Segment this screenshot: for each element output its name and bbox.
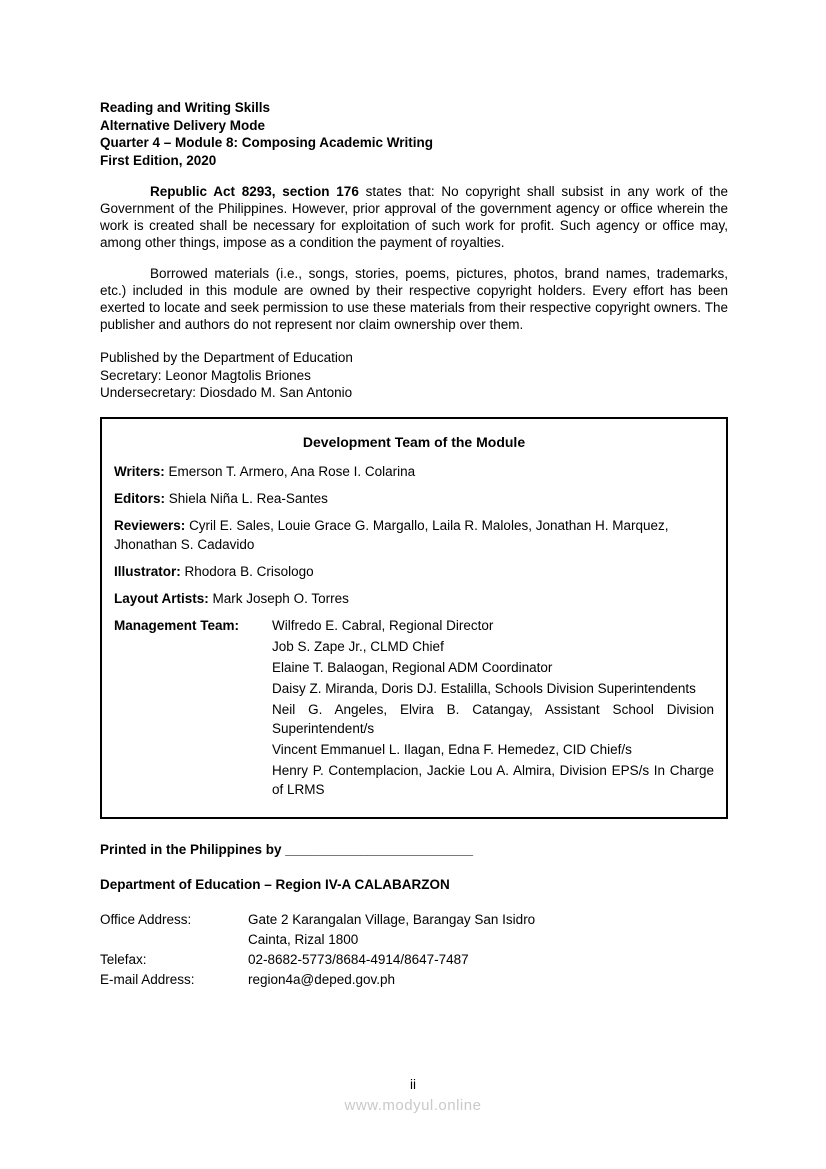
republic-act-reference: Republic Act 8293, section 176 [150,184,359,199]
development-team-box [100,417,728,819]
management-member: Elaine T. Balaogan, Regional ADM Coordinator [272,659,553,675]
published-by-line: Published by the Department of Education [100,350,353,365]
borrowed-materials-paragraph: Borrowed materials (i.e., songs, stories, poems, pictures, photos, brand names, trademarks, etc.) included in this module are owned by their respective copyright holders. Every effort has been exerted to locate and seek permission to use these materials from their respective copyright owners. The publisher and authors do not represent nor claim ownership over them. [100,266,728,332]
office-address-row [100,910,728,950]
email-label: E-mail Address: [100,971,195,987]
management-member: Wilfredo E. Cabral, Regional Director [272,617,494,633]
editors-entry [114,489,714,508]
telefax-value: 02-8682-5773/8684-4914/8647-7487 [248,951,469,967]
management-member: Vincent Emmanuel L. Ilagan, Edna F. Hemedez, CID Chief/s [272,741,632,757]
email-row [100,970,728,990]
module-series-line: Reading and Writing Skills [100,100,271,115]
printed-by-blank: _________________________ [285,841,473,857]
secretary-line: Secretary: Leonor Magtolis Briones [100,367,311,383]
telefax-row [100,950,728,970]
layout-artists-entry [114,589,714,608]
module-title-line: Quarter 4 – Module 8: Composing Academic Writing [100,135,434,150]
contact-block [100,910,728,990]
management-team-members [272,616,714,801]
management-team-label: Management Team: [114,617,240,633]
telefax-label: Telefax: [100,951,147,967]
development-team-title: Development Team of the Module [302,433,526,450]
publisher-block [100,349,728,402]
office-address-line-1: Gate 2 Karangalan Village, Barangay San Isidro [248,911,536,927]
email-value: region4a@deped.gov.ph [248,971,396,987]
office-address-value [248,910,728,950]
page-number: ii [410,1077,416,1092]
copyright-notice-paragraph [100,183,728,251]
undersecretary-line: Undersecretary: Diosdado M. San Antonio [100,385,353,400]
illustrator-value: Rhodora B. Crisologo [184,563,314,579]
department-region-line: Department of Education – Region IV-A CALABARZON [100,877,450,892]
module-header [100,99,728,169]
printed-by-text: Printed in the Philippines by [100,841,286,857]
management-team-entry [114,616,714,801]
page-content [100,99,728,990]
writers-value: Emerson T. Armero, Ana Rose I. Colarina [168,463,416,479]
editors-value: Shiela Niña L. Rea-Santes [168,490,328,506]
reviewers-value: Cyril E. Sales, Louie Grace G. Margallo, Laila R. Maloles, Jonathan H. Marquez, Jhonathan S. Cadavido [114,517,669,552]
management-member: Daisy Z. Miranda, Doris DJ. Estalilla, Schools Division Superintendents [272,680,696,696]
management-member: Neil G. Angeles, Elvira B. Catangay, Assistant School Division Superintendent/s [272,701,714,736]
writers-label: Writers: [114,463,165,479]
layout-artists-value: Mark Joseph O. Torres [212,590,349,606]
editors-label: Editors: [114,490,166,506]
copyright-notice-text: states that: No copyright shall subsist in any work of the Government of the Philippines. However, prior approval of the government agency or office wherein the work is created shall be necessary for exploitation of such work for profit. Such agency or office may, among other things, impose as a condition the payment of royalties. [100,184,728,250]
office-address-label: Office Address: [100,911,192,927]
management-member: Henry P. Contemplacion, Jackie Lou A. Almira, Division EPS/s In Charge of LRMS [272,762,714,797]
illustrator-label: Illustrator: [114,563,181,579]
illustrator-entry [114,562,714,581]
watermark: www.modyul.online [344,1097,482,1114]
printed-in-philippines-line [100,841,728,859]
office-address-line-2: Cainta, Rizal 1800 [248,931,359,947]
writers-entry [114,462,714,481]
module-edition-line: First Edition, 2020 [100,152,217,168]
reviewers-entry [114,516,714,554]
reviewers-label: Reviewers: [114,517,186,533]
management-member: Job S. Zape Jr., CLMD Chief [272,638,444,654]
module-mode-line: Alternative Delivery Mode [100,117,266,133]
layout-artists-label: Layout Artists: [114,590,209,606]
